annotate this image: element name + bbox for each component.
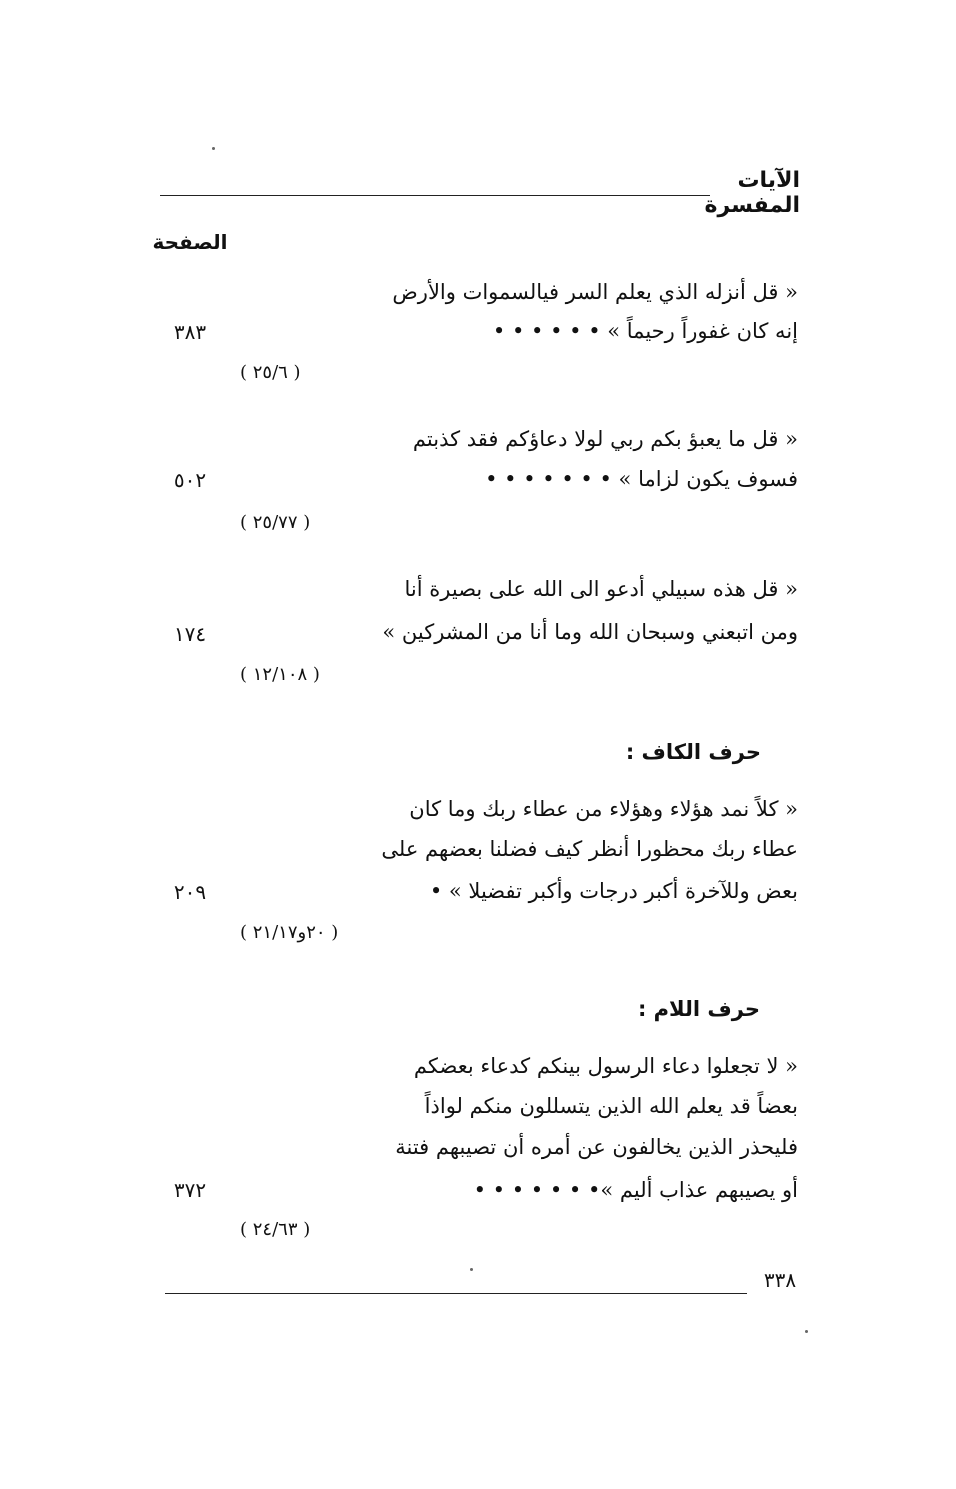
verse-line: ومن اتبعني وسبحان الله وما أنا من المشركين »	[382, 620, 798, 644]
verse-line: « كلاً نمد هؤلاء وهؤلاء من عطاء ربك وما كان	[409, 797, 798, 821]
verse-line: إنه كان غفوراً رحيماً » • • • • • •	[492, 319, 798, 343]
page-column-header: الصفحة	[152, 230, 228, 254]
verse-line: فسوف يكون لزاما » • • • • • • •	[485, 467, 798, 491]
verse-line: عطاء ربك محظورا أنظر كيف فضلنا بعضهم على	[381, 837, 798, 861]
verse-line: بعض وللآخرة أكبر درجات وأكبر تفضيلا » •	[429, 879, 798, 903]
footer-rule	[165, 1293, 747, 1294]
page-number-cell: ٣٧٢	[173, 1178, 207, 1202]
verse-reference: ( ٢٤/٦٣ )	[240, 1219, 311, 1240]
header-rule	[160, 195, 710, 196]
verse-line: بعضاً قد يعلم الله الذين يتسللون منكم لواذاً	[424, 1094, 798, 1118]
verse-line: أو يصيبهم عذاب أليم »• • • • • • •	[473, 1178, 798, 1202]
section-heading-lam: حرف اللام :	[637, 997, 760, 1021]
verse-line: فليحذر الذين يخالفون عن أمره أن تصيبهم فتنة	[395, 1135, 798, 1159]
verse-line: « قل أنزله الذي يعلم السر فيالسموات والأرض	[392, 280, 798, 304]
scan-speck	[470, 1268, 473, 1271]
verse-line: « لا تجعلوا دعاء الرسول بينكم كدعاء بعضكم	[413, 1054, 798, 1078]
verse-reference: ( ٢٠و٢١/١٧ )	[240, 922, 339, 943]
verse-reference: ( ٢٥/٧٧ )	[240, 512, 311, 533]
footer-page-number: ٣٣٨	[763, 1268, 797, 1292]
verse-reference: ( ٢٥/٦ )	[240, 362, 301, 383]
page-number-cell: ٣٨٣	[173, 320, 207, 344]
running-header-title: الآيات المفسرة	[704, 168, 800, 218]
section-heading-kaf: حرف الكاف :	[625, 740, 761, 764]
page-number-cell: ٢٠٩	[173, 880, 207, 904]
verse-reference: ( ١٢/١٠٨ )	[240, 664, 320, 685]
scan-speck	[212, 147, 215, 150]
verse-line: « قل هذه سبيلي أدعو الى الله على بصيرة أنا	[404, 577, 798, 601]
page-number-cell: ٥٠٢	[173, 468, 207, 492]
page-number-cell: ١٧٤	[173, 622, 207, 646]
scan-speck	[805, 1330, 808, 1333]
verse-line: « قل ما يعبؤ بكم ربي لولا دعاؤكم فقد كذبتم	[412, 427, 798, 451]
